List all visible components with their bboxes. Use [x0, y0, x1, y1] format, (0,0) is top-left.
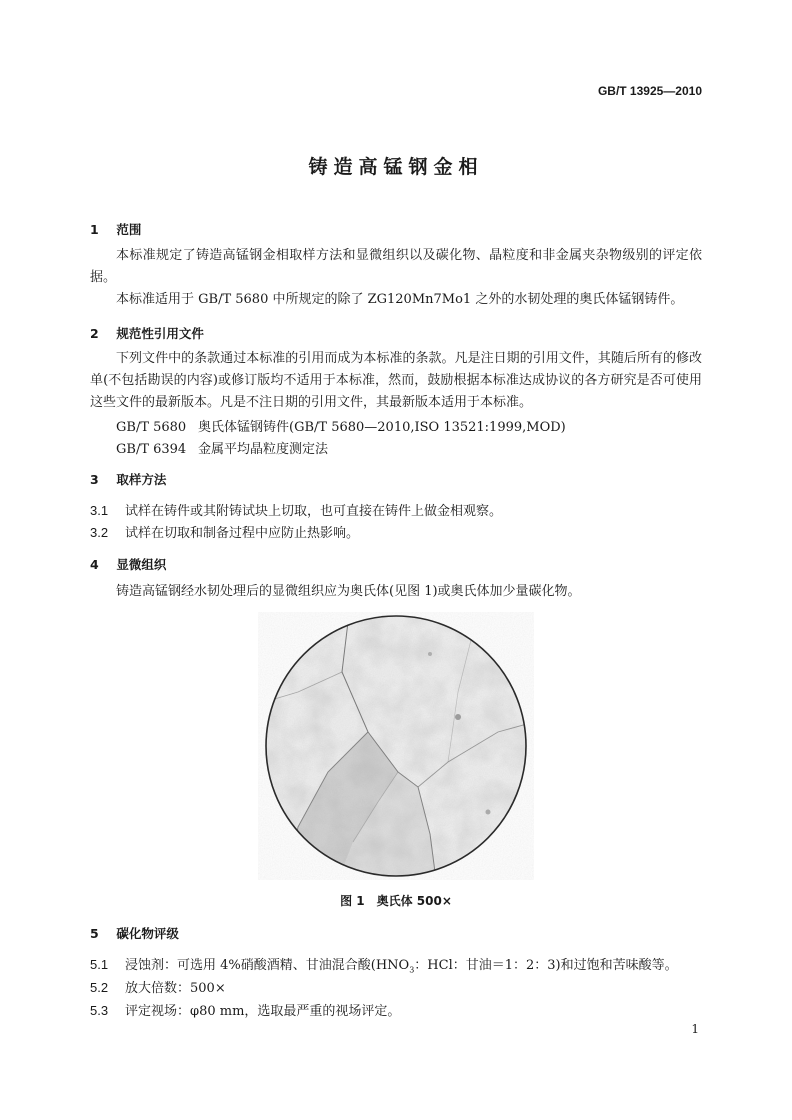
section-title: 规范性引用文件 — [116, 326, 204, 341]
paragraph-text: 铸造高锰钢经水韧处理后的显微组织应为奥氏体(见图 1)或奥氏体加少量碳化物。 — [116, 584, 581, 599]
section-1-heading — [90, 220, 141, 238]
paragraph-text: 下列文件中的条款通过本标准的引用而成为本标准的条款。凡是注日期的引用文件，其随后所有的修改单(不包括勘误的内容)或修订版均不适用于本标准，然而，鼓励根据本标准达成协议的各方研究是否可使用这些文件的最新版本。凡是不注日期的引用文件，其最新版本适用于本标准。 — [90, 351, 702, 410]
section-title: 范围 — [116, 222, 142, 237]
clause-5-2 — [90, 977, 226, 996]
section-title: 碳化物评级 — [116, 926, 179, 941]
section-1-paragraph-1 — [90, 245, 702, 289]
clause-text: 试样在铸件或其附铸试块上切取，也可直接在铸件上做金相观察。 — [125, 504, 503, 519]
paragraph-text: 本标准规定了铸造高锰钢金相取样方法和显微组织以及碳化物、晶粒度和非金属夹杂物级别的评定依据。 — [90, 248, 702, 285]
clause-number: 3.1 — [90, 503, 109, 518]
clause-number: 3.2 — [90, 525, 109, 540]
clause-5-3 — [90, 1000, 400, 1019]
document-title: 铸造高锰钢金相 — [308, 156, 484, 178]
section-4-heading — [90, 555, 166, 573]
clause-number: 5.1 — [90, 957, 109, 972]
clause-5-1 — [90, 954, 678, 975]
micrograph-image — [258, 612, 534, 880]
section-number: 3 — [90, 472, 99, 487]
section-3-heading — [90, 470, 166, 488]
section-2-paragraph — [90, 348, 702, 414]
clause-3-1 — [90, 500, 502, 519]
reference-text: 金属平均晶粒度测定法 — [198, 442, 329, 457]
reference-code: GB/T 6394 — [116, 442, 187, 457]
clause-text: 试样在切取和制备过程中应防止热影响。 — [125, 526, 360, 541]
section-title: 取样方法 — [116, 472, 167, 487]
section-number: 5 — [90, 926, 99, 941]
reference-code: GB/T 5680 — [116, 420, 187, 435]
section-2-heading — [90, 324, 204, 342]
clause-text: 评定视场：φ80 mm，选取最严重的视场评定。 — [125, 1004, 401, 1019]
paragraph-text: 本标准适用于 GB/T 5680 中所规定的除了 ZG120Mn7Mo1 之外的水韧处理的奥氏体锰钢铸件。 — [116, 292, 684, 307]
section-title: 显微组织 — [116, 557, 167, 572]
standard-number: GB/T 13925—2010 — [597, 84, 702, 98]
figure-caption: 图 1 奥氏体 500× — [340, 894, 452, 908]
reference-item — [116, 416, 566, 435]
page-number: 1 — [691, 1022, 699, 1036]
section-number: 1 — [90, 222, 99, 237]
clause-text: 放大倍数：500× — [125, 981, 226, 996]
clause-text-before: 浸蚀剂：可选用 4%硝酸酒精、甘油混合酸(HNO — [125, 958, 410, 973]
clause-text-after: ：HCl：甘油＝1：2：3)和过饱和苦味酸等。 — [414, 958, 678, 973]
section-number: 2 — [90, 326, 99, 341]
section-5-heading — [90, 924, 179, 942]
reference-item — [116, 438, 328, 457]
clause-number: 5.3 — [90, 1003, 109, 1018]
clause-3-2 — [90, 522, 359, 541]
section-1-paragraph-2 — [90, 289, 702, 311]
clause-number: 5.2 — [90, 980, 109, 995]
section-number: 4 — [90, 557, 99, 572]
micrograph-svg — [258, 612, 534, 880]
section-4-paragraph — [90, 581, 702, 603]
reference-text: 奥氏体锰钢铸件(GB/T 5680—2010,ISO 13521:1999,MOD) — [198, 420, 566, 435]
subscript: 3 — [409, 965, 415, 975]
